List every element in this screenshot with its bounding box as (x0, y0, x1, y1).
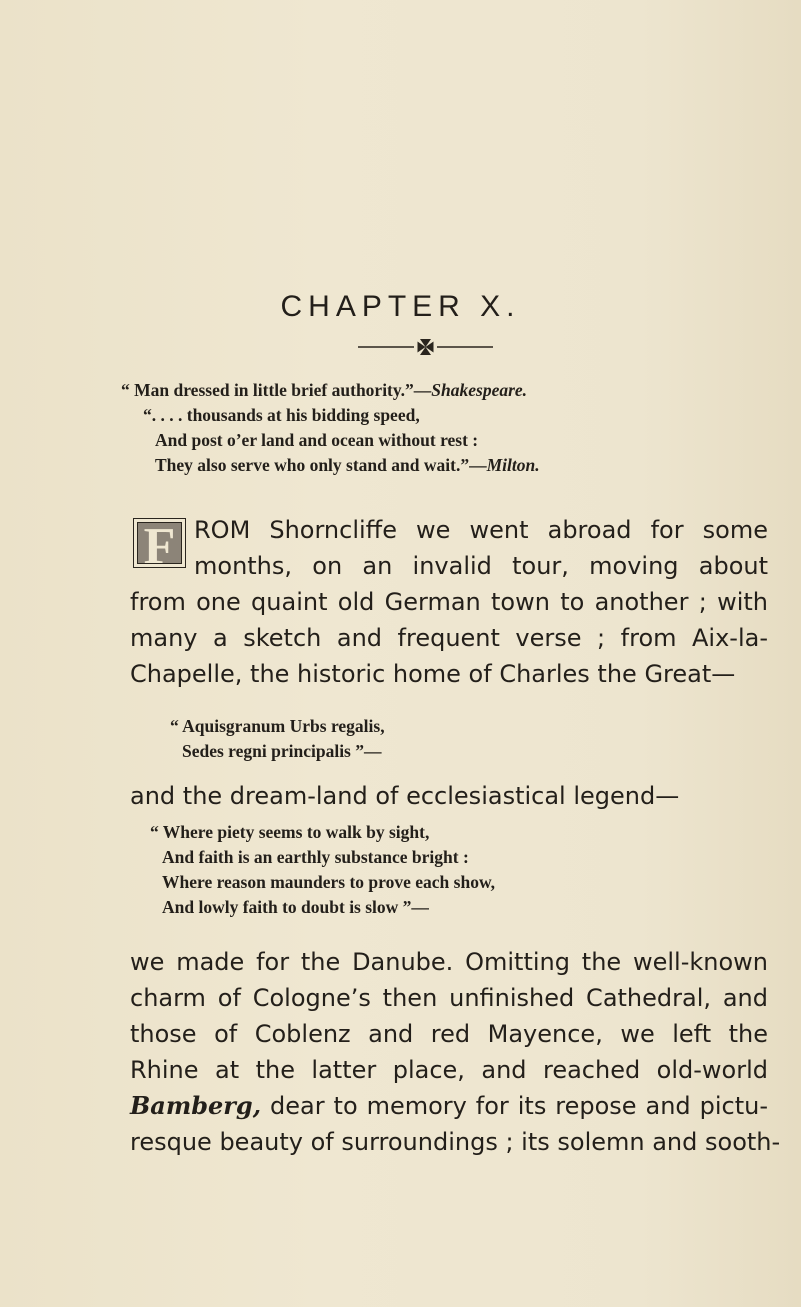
epigraph-line (155, 453, 540, 478)
paragraph-line: those of Coblenz and red Mayence, we left the (130, 1020, 768, 1048)
verse-line: Where reason maunders to prove each show, (162, 872, 495, 892)
paragraph-line: months, on an invalid tour, moving about (194, 552, 768, 580)
verse-line: And faith is an earthly substance bright : (162, 847, 469, 867)
verse-line: Sedes regni principalis ”— (182, 741, 382, 761)
chapter-title: CHAPTER X. (280, 290, 521, 323)
epigraph-author: Milton. (486, 455, 540, 475)
paragraph-line: ROM Shorncliffe we went abroad for some (194, 516, 768, 544)
epigraph-author: Shakespeare. (431, 380, 528, 400)
paragraph-line: we made for the Danube. Omitting the well-known (130, 948, 768, 976)
bridge-text: and the dream-land of ecclesiastical legend— (130, 782, 680, 810)
drop-cap-plate (137, 522, 182, 564)
paragraph-line: charm of Cologne’s then unfinished Cathedral, and (130, 984, 768, 1012)
drop-cap-letter: F (143, 522, 176, 564)
verse-line: “ Where piety seems to walk by sight, (150, 822, 430, 842)
paragraph-text: dear to memory for its repose and pictu- (261, 1092, 768, 1120)
place-name: Bamberg, (130, 1091, 262, 1120)
paragraph-line (130, 1088, 768, 1124)
epigraph-quote: They also serve who only stand and wait.”— (155, 455, 487, 475)
paragraph-line: resque beauty of surroundings ; its solemn and sooth- (130, 1128, 781, 1156)
bridge-line (130, 778, 679, 814)
verse-line: “ Aquisgranum Urbs regalis, (170, 716, 385, 736)
epigraph-line: “. . . . thousands at his bidding speed, (143, 405, 420, 425)
epigraph-quote: “ Man dressed in little brief authority.”— (121, 380, 432, 400)
drop-cap (133, 518, 186, 568)
maltese-cross-icon (358, 337, 493, 357)
epigraph-line (121, 378, 527, 403)
epigraph-line: And post o’er land and ocean without rest : (155, 430, 479, 450)
verse-line: And lowly faith to doubt is slow ”— (162, 897, 429, 917)
paragraph-line: many a sketch and frequent verse ; from Aix-la- (130, 624, 768, 652)
paragraph-line: Chapelle, the historic home of Charles the Great— (130, 660, 736, 688)
paragraph-line: from one quaint old German town to another ; with (130, 588, 768, 616)
paragraph-line: Rhine at the latter place, and reached old-world (130, 1056, 768, 1084)
